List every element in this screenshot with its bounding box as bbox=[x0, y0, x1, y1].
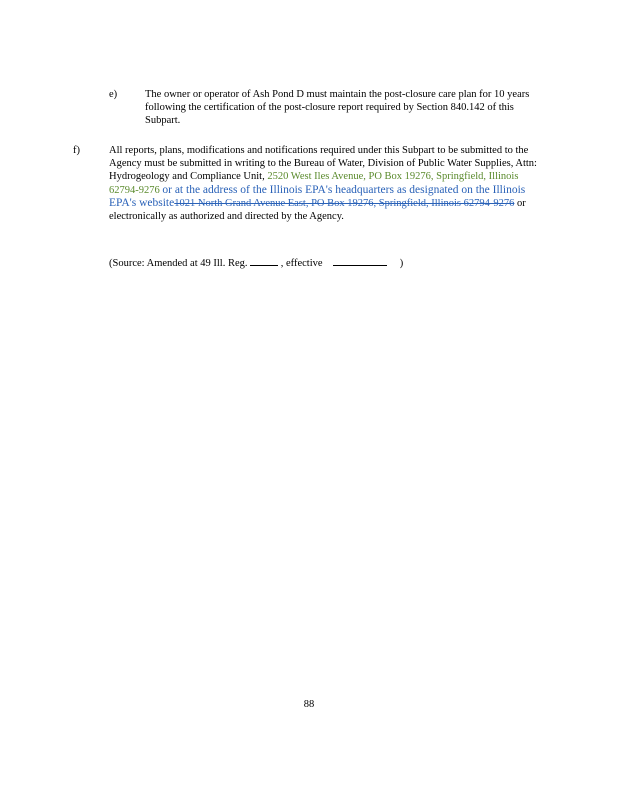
section-f-plain-2: or electronically as authorized and directed by the Agency. bbox=[109, 197, 526, 223]
source-note bbox=[109, 256, 545, 270]
section-f-inserted-website-clause: or at the address of the Illinois EPA's headquarters as designated on the Illinois EPA's website bbox=[109, 183, 526, 209]
section-f-label: f) bbox=[73, 145, 80, 156]
source-note-reg-blank bbox=[250, 256, 278, 266]
page-number: 88 bbox=[303, 699, 315, 710]
source-note-middle: , effective bbox=[280, 258, 323, 269]
section-e-label: e) bbox=[109, 89, 118, 100]
section-f-plain-1: All reports, plans, modifications and notifications required under this Subpart to be submitted to the Agency must be submitted in writing to the Bureau of Water, Division of Public Water Supplies, Attn: Hydrogeology and Compliance Unit, bbox=[109, 145, 537, 183]
section-f-deleted-address: 1021 North Grand Avenue East, PO Box 19276, Springfield, Illinois 62794-9276 bbox=[174, 197, 515, 209]
source-note-prefix: (Source: Amended at 49 Ill. Reg. bbox=[109, 258, 248, 269]
section-e-text: The owner or operator of Ash Pond D must maintain the post-closure care plan for 10 years following the certification of the post-closure report required by Section 840.142 of this Subpart. bbox=[145, 89, 530, 127]
section-f-inserted-address: 2520 West Iles Avenue, PO Box 19276, Springfield, Illinois 62794-9276 bbox=[109, 171, 519, 196]
section-f-text bbox=[109, 144, 545, 223]
source-note-suffix: ) bbox=[399, 258, 404, 269]
source-note-effective-blank bbox=[333, 256, 387, 266]
